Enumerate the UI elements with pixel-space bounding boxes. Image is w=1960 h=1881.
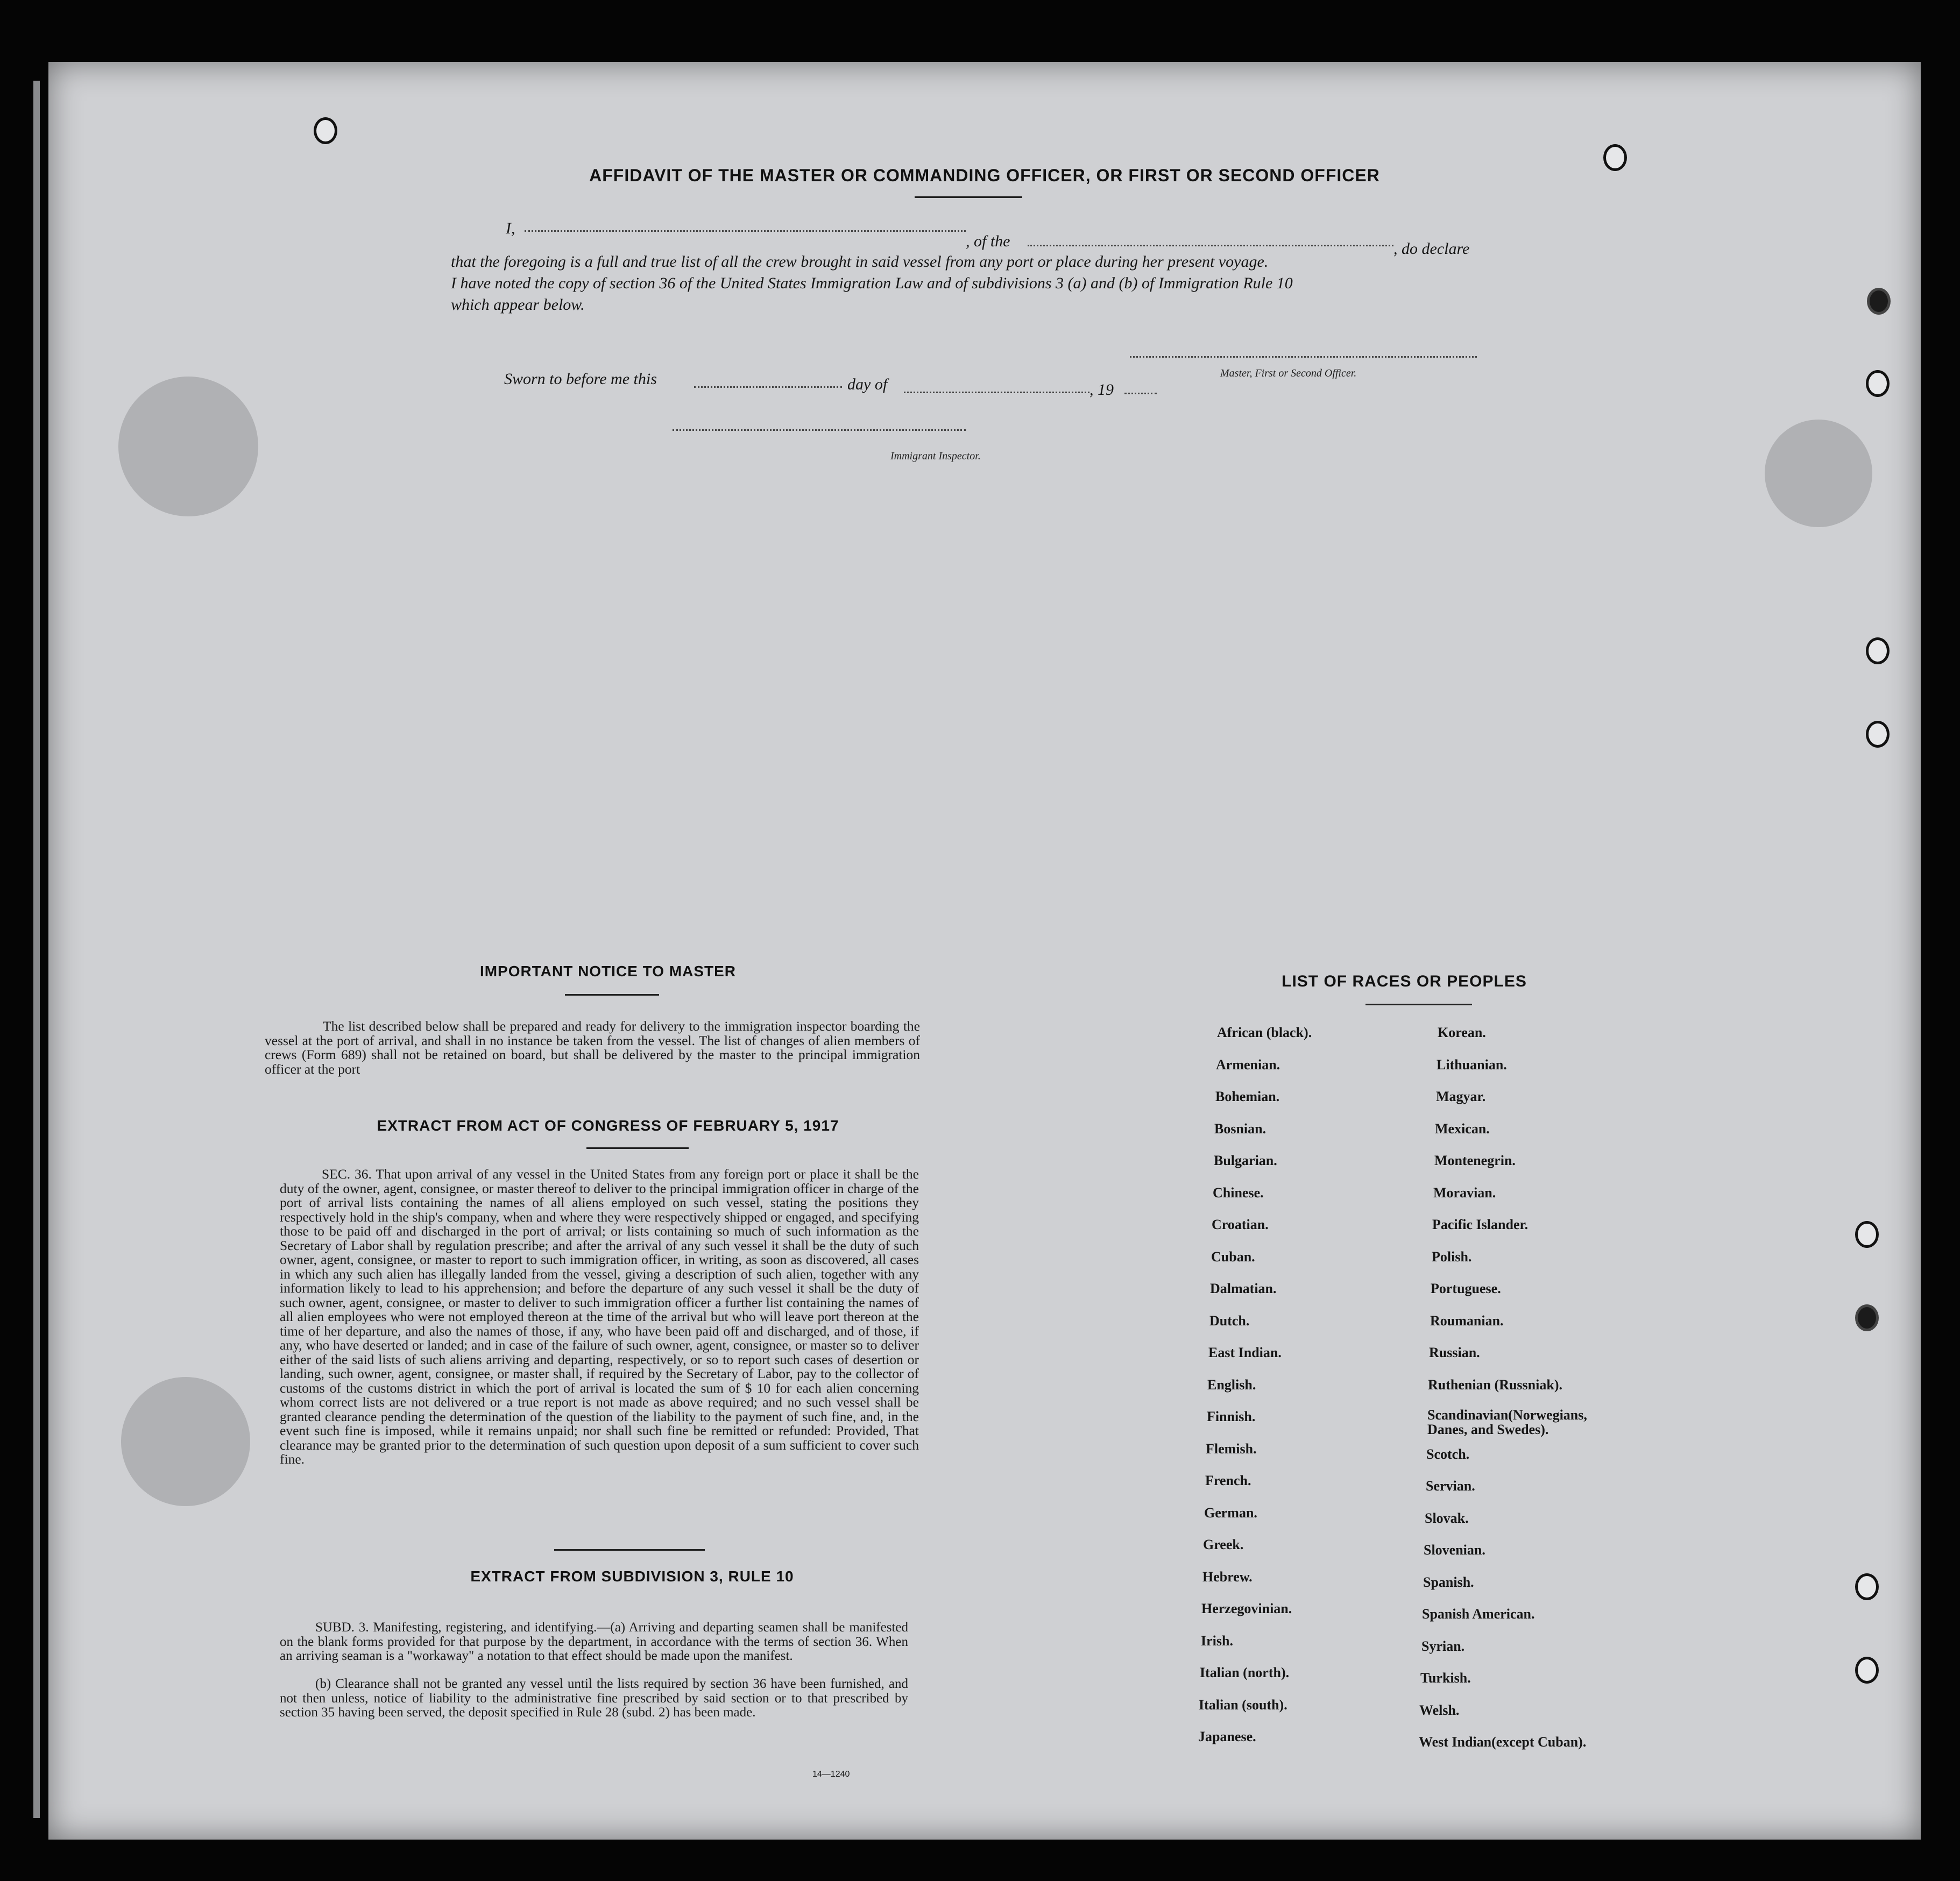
sworn-prefix: Sworn to before me this <box>504 370 657 388</box>
extract-rule-para-a: SUBD. 3. Manifesting, registering, and identifying.—(a) Arriving and departing seamen shall be manifested on the blank forms provided for that purpose by the department, in accordance with the terms of section 36. When an arriving seaman is a "workaway" a notation to that effect should be made upon the manifest. <box>280 1620 908 1663</box>
race-item: Spanish American. <box>1422 1606 1535 1622</box>
bleed-through-mark <box>1765 420 1872 527</box>
race-item: Bosnian. <box>1214 1121 1266 1137</box>
race-item: Magyar. <box>1436 1089 1486 1104</box>
binder-hole <box>1866 637 1890 664</box>
sworn-day-blank[interactable] <box>694 386 842 388</box>
race-item: African (black). <box>1217 1025 1312 1040</box>
race-item: Slovenian. <box>1424 1542 1485 1558</box>
race-item: Irish. <box>1201 1633 1233 1649</box>
name-blank[interactable] <box>525 230 966 232</box>
race-item: English. <box>1207 1377 1256 1393</box>
race-item: Croatian. <box>1212 1217 1269 1232</box>
race-item: Servian. <box>1426 1478 1475 1494</box>
binder-hole <box>1603 144 1627 171</box>
race-item: Armenian. <box>1216 1057 1280 1073</box>
extract-act-title: EXTRACT FROM ACT OF CONGRESS OF FEBRUARY 5, 1917 <box>377 1117 839 1134</box>
races-title: LIST OF RACES OR PEOPLES <box>1282 973 1527 990</box>
inspector-signature-blank[interactable] <box>673 429 966 431</box>
race-item: Chinese. <box>1213 1185 1264 1201</box>
binder-hole <box>1855 1304 1879 1331</box>
race-item: Italian (north). <box>1200 1665 1290 1680</box>
race-item: Korean. <box>1438 1025 1486 1040</box>
race-item: Dutch. <box>1209 1313 1250 1329</box>
binder-hole <box>1855 1657 1879 1684</box>
notice-title: IMPORTANT NOTICE TO MASTER <box>479 963 737 979</box>
race-item: East Indian. <box>1208 1345 1282 1360</box>
affidavit-line1-mid: , of the <box>966 232 1010 250</box>
bleed-through-mark <box>118 377 258 516</box>
binder-hole <box>1867 288 1891 315</box>
race-item: Hebrew. <box>1202 1569 1253 1585</box>
sworn-month-blank[interactable] <box>904 392 1089 393</box>
extract-rule-para-b: (b) Clearance shall not be granted any vessel until the lists required by section 36 have been furnished, and not then unless, notice of liability to the administrative fine prescribed by said section or to that prescribed by section 35 having been served, the deposit specified in Rule 28 (subd. 2) has been made. <box>280 1677 908 1720</box>
race-item: German. <box>1204 1505 1257 1521</box>
notice-body: The list described below shall be prepared and ready for delivery to the immigration inspector boarding the vessel at the port of arrival, and shall in no instance be taken from the vessel. The list of changes of alien members of crews (Form 689) shall not be retained on board, but shall be delivered by the master to the principal immigration officer at the port <box>265 1018 920 1077</box>
race-item: Slovak. <box>1425 1510 1469 1526</box>
race-item: Cuban. <box>1211 1249 1255 1265</box>
sworn-year-blank[interactable] <box>1124 393 1157 394</box>
race-item: Italian (south). <box>1199 1697 1287 1713</box>
affidavit-line1-end: , do declare <box>1393 240 1470 258</box>
race-item: Russian. <box>1429 1345 1480 1360</box>
sworn-day-label: day of <box>847 375 888 393</box>
affidavit-line2: that the foregoing is a full and true list of all the crew brought in said vessel from any port or place during her present voyage. <box>451 253 1269 271</box>
extract-act-title-rule <box>586 1147 689 1149</box>
race-item: Mexican. <box>1435 1121 1490 1137</box>
race-item: Scotch. <box>1426 1446 1470 1462</box>
affidavit-line4: which appear below. <box>451 296 585 314</box>
races-title-rule <box>1365 1004 1472 1005</box>
extract-rule-title: EXTRACT FROM SUBDIVISION 3, RULE 10 <box>470 1568 794 1585</box>
race-item: Bohemian. <box>1215 1089 1280 1104</box>
binder-hole <box>1866 721 1890 748</box>
extract-act-body: SEC. 36. That upon arrival of any vessel in the United States from any foreign port or place it shall be the duty of the owner, agent, consignee, or master thereof to deliver to the principal immigration officer in charge of the port of arrival lists containing the names of all aliens employed on such vessel, stating the positions they respectively hold in the ship's company, when and where they were respectively shipped or engaged, and specifying those to be paid off and discharged in the port of arrival; or lists containing so much of such information as the Secretary of Labor shall by regulation prescribe; and after the arrival of any such vessel it shall be the duty of such owner, agent, consignee, or master to report to such immigration officer, in writing, as soon as discovered, all cases in which any such alien has illegally landed from the vessel, giving a description of such alien, together with any information likely to lead to his apprehension; and before the departure of any such vessel it shall be the duty of such owner, agent, consignee, or master to deliver to such immigration officer a further list containing the names of all alien employees who were not employed thereon at the time of the arrival but who will leave port thereon at the time of her departure, and also the names of those, if any, who have been paid off and discharged, and of those, if any, who have deserted or landed; and in case of the failure of such owner, agent, consignee, or master so to deliver either of the said lists of such aliens arriving and departing, respectively, or so to report such cases of desertion or landing, such owner, agent, consignee, or master shall, if required by the Secretary of Labor, pay to the collector of customs of the customs district in which the port of arrival is located the sum of $ 10 for each alien concerning whom correct lists are not delivered or a true report is not made as above required; and no such vessel shall be granted clearance pending the determination of the question of the liability to the payment of such fine, and, in the event such fine is imposed, while it remains unpaid; nor shall such fine be remitted or refunded: Provided, That clearance may be granted prior to the determination of such question upon deposit of a sum sufficient to cover such fine. <box>280 1166 919 1467</box>
race-item: Ruthenian (Russniak). <box>1428 1377 1562 1393</box>
inspector-caption: Immigrant Inspector. <box>890 450 981 462</box>
race-item: Portuguese. <box>1431 1281 1501 1296</box>
vessel-blank[interactable] <box>1028 245 1393 246</box>
notice-title-rule <box>565 994 659 996</box>
form-number: 14—1240 <box>812 1770 850 1779</box>
sworn-year-label: , 19 <box>1089 381 1114 399</box>
page-edge <box>33 81 40 1818</box>
race-item: Roumanian. <box>1430 1313 1504 1329</box>
race-item: Polish. <box>1432 1249 1472 1265</box>
race-item: Montenegrin. <box>1434 1153 1516 1168</box>
race-item: Herzegovinian. <box>1201 1601 1292 1616</box>
affidavit-line3: I have noted the copy of section 36 of the United States Immigration Law and of subdivisions 3 (a) and (b) of Immigration Rule 10 <box>451 274 1293 292</box>
binder-hole <box>1855 1573 1879 1600</box>
race-item: Turkish. <box>1420 1670 1471 1686</box>
binder-hole <box>1866 370 1890 397</box>
race-item: Greek. <box>1203 1537 1244 1552</box>
race-item: Bulgarian. <box>1214 1153 1277 1168</box>
race-item: French. <box>1205 1473 1251 1488</box>
extract-rule-top-rule <box>554 1549 705 1551</box>
master-caption: Master, First or Second Officer. <box>1220 367 1357 379</box>
race-item: Pacific Islander. <box>1432 1217 1529 1232</box>
bleed-through-mark <box>121 1377 250 1506</box>
race-item: Flemish. <box>1206 1441 1257 1457</box>
race-item: Syrian. <box>1421 1638 1465 1654</box>
affidavit-title-rule <box>915 196 1022 198</box>
race-item: West Indian(except Cuban). <box>1419 1734 1587 1750</box>
binder-hole <box>1855 1221 1879 1248</box>
race-item: Lithuanian. <box>1437 1057 1507 1073</box>
document-sheet <box>48 62 1921 1840</box>
master-signature-blank[interactable] <box>1130 356 1477 358</box>
race-item: Finnish. <box>1207 1409 1256 1424</box>
affidavit-line1-prefix: I, <box>506 219 515 237</box>
race-item: Moravian. <box>1433 1185 1496 1201</box>
race-item: Dalmatian. <box>1210 1281 1277 1296</box>
binder-hole <box>314 117 337 144</box>
affidavit-title: AFFIDAVIT OF THE MASTER OR COMMANDING OFFICER, OR FIRST OR SECOND OFFICER <box>589 166 1380 185</box>
race-item: Welsh. <box>1419 1702 1460 1718</box>
race-item: Scandinavian(Norwegians, Danes, and Swedes). <box>1427 1407 1587 1437</box>
race-item: Spanish. <box>1423 1574 1474 1590</box>
race-item: Japanese. <box>1198 1729 1256 1744</box>
